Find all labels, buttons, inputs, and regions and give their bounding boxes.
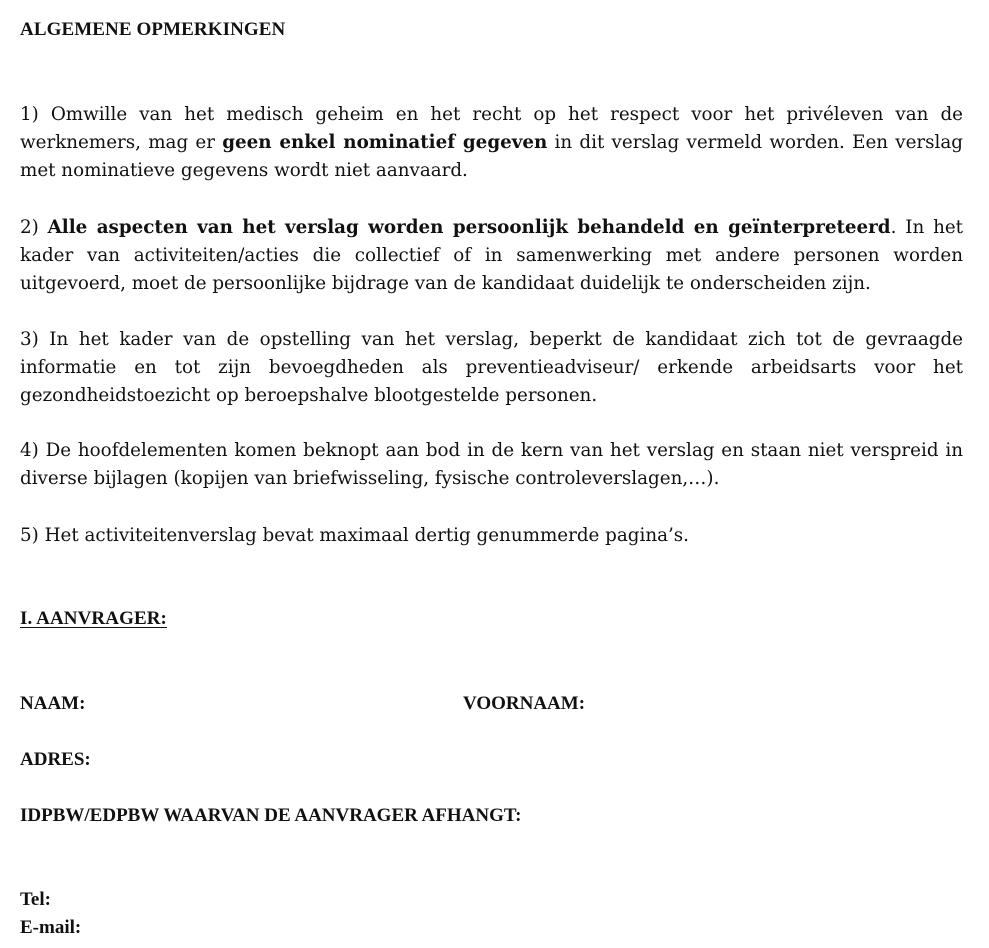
field-email-label: E-mail: [20,917,82,938]
remark-1-text-post: in dit verslag vermeld worden. Een verslag met nominatieve gegevens wordt niet aanvaard. [20,132,963,181]
document-page [20,0,963,948]
section-title-aanvrager: I. AANVRAGER: [20,608,167,629]
remark-4-number: 4) [20,440,39,461]
remark-1 [20,101,963,185]
remark-1-text-bold: geen enkel nominatief gegeven [222,132,548,153]
field-adres-label: ADRES: [20,749,91,770]
remark-5-number: 5) [20,525,39,546]
remark-3-text: In het kader van de opstelling van het verslag, beperkt de kandidaat zich tot de gevraagde informatie en tot zijn bevoegdheden als preventieadviseur/ erkende arbeidsarts voor het gezondheidstoezicht op beroepshalve blootgestelde personen. [20,329,963,406]
remark-2 [20,214,963,298]
field-tel-label: Tel: [20,889,51,910]
remark-2-number: 2) [20,217,39,238]
field-naam-label: NAAM: [20,693,86,714]
remark-4 [20,437,963,493]
remark-2-text-bold: Alle aspecten van het verslag worden persoonlijk behandeld en geïnterpreteerd [47,217,891,238]
field-idpbw-label: IDPBW/EDPBW WAARVAN DE AANVRAGER AFHANGT: [20,805,522,826]
remark-5 [20,522,963,550]
remark-1-text-pre: Omwille van het medisch geheim en het recht op het respect voor het privéleven van de werknemers, mag er [20,104,963,153]
remark-5-text: Het activiteitenverslag bevat maximaal dertig genummerde pagina’s. [38,525,689,546]
remark-3-number: 3) [20,329,39,350]
remark-2-text-post: . In het kader van activiteiten/acties die collectief of in samenwerking met andere personen worden uitgevoerd, moet de persoonlijke bijdrage van de kandidaat duidelijk te onderscheiden zijn. [20,217,964,294]
page-title: ALGEMENE OPMERKINGEN [20,19,286,40]
remark-4-text: De hoofdelementen komen beknopt aan bod in de kern van het verslag en staan niet verspreid in diverse bijlagen (kopijen van briefwisseling, fysische controleverslagen,…). [20,440,963,489]
remark-1-number: 1) [20,104,39,125]
remark-3 [20,326,963,410]
field-voornaam-label: VOORNAAM: [463,693,586,714]
